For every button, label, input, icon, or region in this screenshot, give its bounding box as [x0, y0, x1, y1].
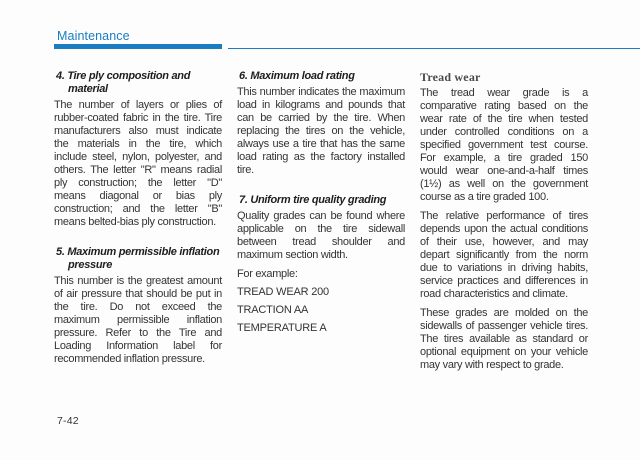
example-label: For example: [237, 268, 298, 280]
example-line-temperature: TEMPERATURE A [237, 322, 327, 334]
paragraph-quality-grading: Quality grades can be found where applicable on the tire sidewall between tread shoulder and maximum section width. [237, 210, 405, 261]
example-line-tread-wear: TREAD WEAR 200 [237, 286, 329, 298]
paragraph-inflation-pressure: This number is the greatest amount of air pressure that should be put in the tire. Do not exceed the maximum permissible inflation pressure. Refer to the Tire and Loading Information label for recommended inflation pressure. [54, 275, 222, 365]
subsection-heading-tread-wear: Tread wear [420, 70, 481, 84]
paragraph-load-rating: This number indicates the maximum load in kilograms and pounds that can be carried by the tire. When replacing the tires on the vehicle, always use a tire that has the same load rating as the factory installed tire. [237, 86, 405, 176]
text-column-1 [54, 66, 222, 372]
paragraph-tread-wear-1: The tread wear grade is a comparative rating based on the wear rate of the tire when tested under controlled conditions on a specified government test course. For example, a tire graded 150 would wear one-and-a-half times (1½) as well on the government course as a tire graded 100. [420, 87, 588, 203]
chapter-title: Maintenance [57, 29, 130, 43]
paragraph-tread-wear-3: These grades are molded on the sidewalls of passenger vehicle tires. The tires available as standard or optional equipment on your vehicle may vary with respect to grade. [420, 307, 588, 371]
section-heading-inflation-pressure: 5. Maximum permissible inflation pressure [56, 246, 220, 271]
section-heading-tire-ply: 4. Tire ply composition and material [56, 70, 191, 95]
paragraph-tire-ply: The number of layers or plies of rubber-coated fabric in the tire. Tire manufacturers also must indicate the materials in the tire, which include steel, nylon, polyester, and others. The letter "R" means radial ply construction; the letter "D" means diagonal or bias ply construction; and the letter "B" means belted-bias ply construction. [54, 99, 222, 228]
header-underline-thin [228, 48, 640, 50]
text-column-3 [420, 66, 588, 372]
text-columns [54, 66, 586, 372]
section-heading-load-rating: 6. Maximum load rating [239, 70, 355, 82]
text-column-2 [237, 66, 405, 372]
example-line-traction: TRACTION AA [237, 304, 309, 316]
paragraph-tread-wear-2: The relative performance of tires depends upon the actual conditions of their use, however, and may depart significantly from the norm due to variations in driving habits, service practices and differences in road characteristics and climate. [420, 210, 588, 300]
header-underline-thick [54, 44, 222, 49]
page-number: 7-42 [57, 415, 79, 427]
section-heading-quality-grading: 7. Uniform tire quality grading [239, 194, 387, 206]
